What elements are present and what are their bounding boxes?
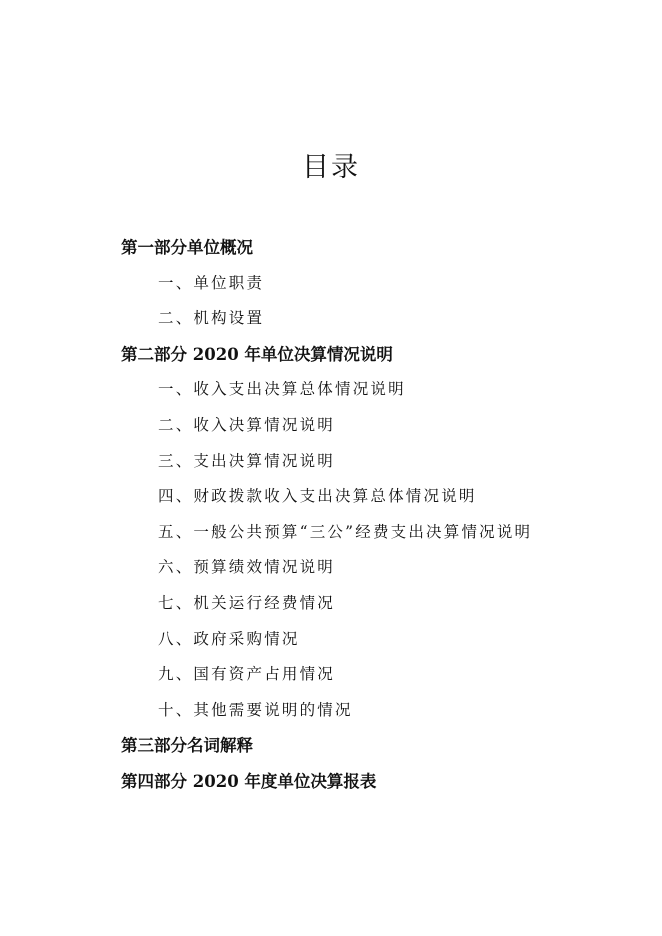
toc-part-1[interactable]: 第一部分单位概况 (121, 238, 253, 257)
toc-part-4-year: 2020 (192, 771, 239, 791)
toc-part-4[interactable] (0, 764, 662, 800)
toc-part-2[interactable] (0, 337, 662, 373)
toc-part-4-prefix: 第四部分 (121, 771, 193, 791)
toc-section-1-1[interactable]: 一、单位职责 (158, 273, 265, 292)
toc-section-2-2[interactable]: 二、收入决算情况说明 (158, 415, 336, 434)
toc-section-2-6[interactable]: 六、预算绩效情况说明 (158, 558, 336, 577)
toc-section-2-9[interactable]: 九、国有资产占用情况 (158, 665, 336, 684)
table-of-contents (0, 230, 662, 800)
toc-section-2-3[interactable]: 三、支出决算情况说明 (158, 451, 336, 470)
toc-part-4-suffix: 年度单位决算报表 (238, 771, 377, 791)
toc-part-2-year: 2020 (192, 344, 239, 364)
toc-section-1-2[interactable]: 二、机构设置 (158, 309, 265, 328)
toc-section-2-5[interactable]: 五、一般公共预算“三公”经费支出决算情况说明 (158, 522, 533, 541)
toc-section-2-7[interactable]: 七、机关运行经费情况 (158, 593, 336, 612)
toc-section-2-4[interactable]: 四、财政拨款收入支出决算总体情况说明 (158, 487, 477, 506)
toc-part-3[interactable]: 第三部分名词解释 (121, 736, 253, 756)
toc-part-2-suffix: 年单位决算情况说明 (238, 344, 393, 364)
toc-section-2-10[interactable]: 十、其他需要说明的情况 (158, 700, 353, 719)
toc-section-2-8[interactable]: 八、政府采购情况 (158, 629, 300, 648)
toc-section-2-1[interactable]: 一、收入支出决算总体情况说明 (158, 380, 406, 399)
page-title: 目录 (302, 152, 360, 183)
toc-part-2-prefix: 第二部分 (121, 344, 193, 364)
